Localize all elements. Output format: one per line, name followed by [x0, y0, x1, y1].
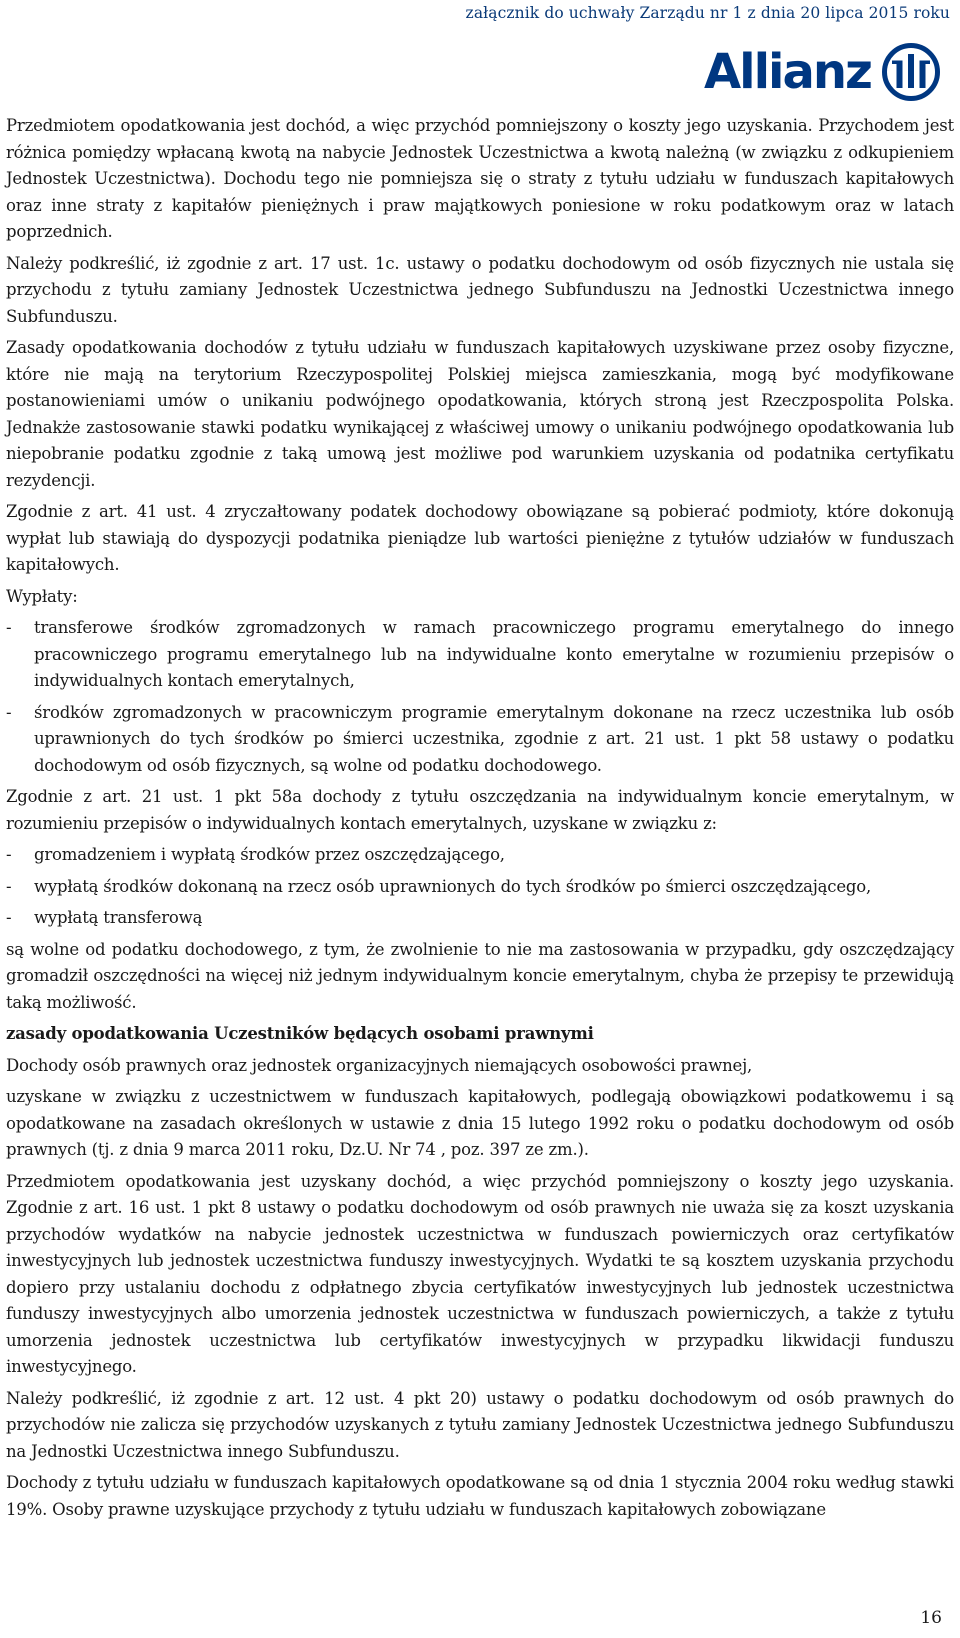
paragraph-payouts-label: Wypłaty:: [6, 586, 78, 606]
list-item-text: wypłatą środków dokonaną na rzecz osób uprawnionych do tych środków po śmierci oszczędzającego,: [34, 876, 872, 896]
paragraph-non-residents: Zasady opodatkowania dochodów z tytułu udziału w funduszach kapitałowych uzyskiwane przez osoby fizyczne, które nie mają na terytorium Rzeczypospolitej Polskiej miejsca zamieszkania, mogą być modyfikowane postanowieniami umów o unikaniu podwójnego opodatkowania, których stroną jest Rzeczpospolita Polska. Jednakże zastosowanie stawki podatku wynikającej z właściwej umowy o unikaniu podwójnego opodatkowania lub niepobranie podatku zgodnie z taką umową jest możliwe pod warunkiem uzyskania od podatnika certyfikatu rezydencji.: [6, 338, 954, 490]
paragraph-cost-rules: Przedmiotem opodatkowania jest uzyskany dochód, a więc przychód pomniejszony o koszty jego uzyskania. Zgodnie z art. 16 ust. 1 pkt 8 ustawy o podatku dochodowym od osób prawnych nie uważa się za koszt uzyskania przychodów wydatków na nabycie jednostek uczestnictwa w funduszach powierniczych oraz certyfikatów inwestycyjnych lub jednostek uczestnictwa funduszy inwestycyjnych. Wydatki te są kosztem uzyskania przychodu dopiero przy ustalaniu dochodu z odpłatnego zbycia certyfikatów inwestycyjnych lub jednostek uczestnictwa funduszy inwestycyjnych albo umorzenia jednostek uczestnictwa w funduszach powierniczych, a także z tytułu umorzenia jednostek uczestnictwa lub certyfikatów inwestycyjnych w przypadku likwidacji funduszu inwestycyjnego.: [6, 1171, 954, 1376]
list-item: [6, 700, 954, 780]
paragraph-unit-exchange-legal: Należy podkreślić, iż zgodnie z art. 12 ust. 4 pkt 20) ustawy o podatku dochodowym od osób prawnych do przychodów nie zalicza się przychodów uzyskanych z tytułu zamiany Jednostek Uczestnictwa jednego Subfunduszu na Jednostki Uczestnictwa innego Subfunduszu.: [6, 1388, 954, 1461]
list-item: [6, 905, 954, 932]
paragraph-cit-act: uzyskane w związku z uczestnictwem w funduszach kapitałowych, podlegają obowiązkowi podatkowemu i są opodatkowane na zasadach określonych w ustawie z dnia 15 lutego 1992 roku o podatku dochodowym od osób prawnych (tj. z dnia 9 marca 2011 roku, Dz.U. Nr 74 , poz. 397 ze zm.).: [6, 1087, 954, 1159]
paragraph-ike: Zgodnie z art. 21 ust. 1 pkt 58a dochody z tytułu oszczędzania na indywidualnym koncie emerytalnym, w rozumieniu przepisów o indywidualnych kontach emerytalnych, uzyskane w związku z:: [6, 787, 954, 833]
allianz-eagle-icon: [881, 42, 941, 102]
list-dash: -: [6, 702, 12, 722]
list-item: [6, 874, 954, 901]
paragraph-exemption: są wolne od podatku dochodowego, z tym, że zwolnienie to nie ma zastosowania w przypadku, gdy oszczędzający gromadził oszczędności na więcej niż jednym indywidualnym koncie emerytalnym, chyba że przepisy te przewidują taką możliwość.: [6, 939, 954, 1012]
paragraph-withholding: Zgodnie z art. 41 ust. 4 zryczałtowany podatek dochodowy obowiązane są pobierać podmioty, które dokonują wypłat lub stawiają do dyspozycji podatnika pieniądze lub wartości pieniężne z tytułów udziałów w funduszach kapitałowych.: [6, 502, 954, 574]
list-dash: -: [6, 845, 12, 864]
paragraph-unit-exchange: Należy podkreślić, iż zgodnie z art. 17 ust. 1c. ustawy o podatku dochodowym od osób fizycznych nie ustala się przychodu z tytułu zamiany Jednostek Uczestnictwa jednego Subfunduszu na Jednostki Uczestnictwa innego Subfunduszu.: [6, 253, 954, 326]
list-item: [6, 842, 954, 869]
logo-text: Allianz: [703, 44, 871, 100]
paragraph-income-definition: Przedmiotem opodatkowania jest dochód, a więc przychód pomniejszony o koszty jego uzyskania. Przychodem jest różnica pomiędzy wpłacaną kwotą na nabycie Jednostek Uczestnictwa a kwotą należną (w związku z odkupieniem Jednostek Uczestnictwa). Dochodu tego nie pomniejsza się o straty z tytułu udziału w funduszach kapitałowych oraz inne straty z kapitałów pieniężnych i praw majątkowych poniesione w roku podatkowym oraz w latach poprzednich.: [6, 116, 954, 241]
document-body: [6, 113, 954, 1528]
page-number: 16: [920, 1608, 942, 1628]
list-item-text: transferowe środków zgromadzonych w ramach pracowniczego programu emerytalnego do innego pracowniczego programu emerytalnego lub na indywidualne konto emerytalne w rozumieniu przepisów o indywidualnych kontach emerytalnych,: [34, 618, 954, 690]
list-item-text: wypłatą transferową: [34, 908, 203, 927]
list-item-text: gromadzeniem i wypłatą środków przez oszczędzającego,: [34, 845, 505, 864]
list-item-text: środków zgromadzonych w pracowniczym programie emerytalnym dokonane na rzecz uczestnika lub osób uprawnionych do tych środków po śmierci uczestnika, zgodnie z art. 21 ust. 1 pkt 58 ustawy o podatku dochodowym od osób fizycznych, są wolne od podatku dochodowego.: [34, 702, 954, 775]
document-header-note: załącznik do uchwały Zarządu nr 1 z dnia 20 lipca 2015 roku: [465, 4, 950, 22]
paragraph-legal-entities: Dochody osób prawnych oraz jednostek organizacyjnych niemających osobowości prawnej,: [6, 1055, 753, 1075]
list-dash: -: [6, 908, 12, 927]
list-dash: -: [6, 618, 12, 637]
list-dash: -: [6, 876, 12, 896]
list-item: [6, 615, 954, 695]
section-heading: zasady opodatkowania Uczestników będących osobami prawnymi: [6, 1024, 594, 1043]
allianz-logo: [704, 40, 941, 104]
paragraph-tax-rate: Dochody z tytułu udziału w funduszach kapitałowych opodatkowane są od dnia 1 stycznia 2004 roku według stawki 19%. Osoby prawne uzyskujące przychody z tytułu udziału w funduszach kapitałowych zobowiązane: [6, 1473, 954, 1519]
